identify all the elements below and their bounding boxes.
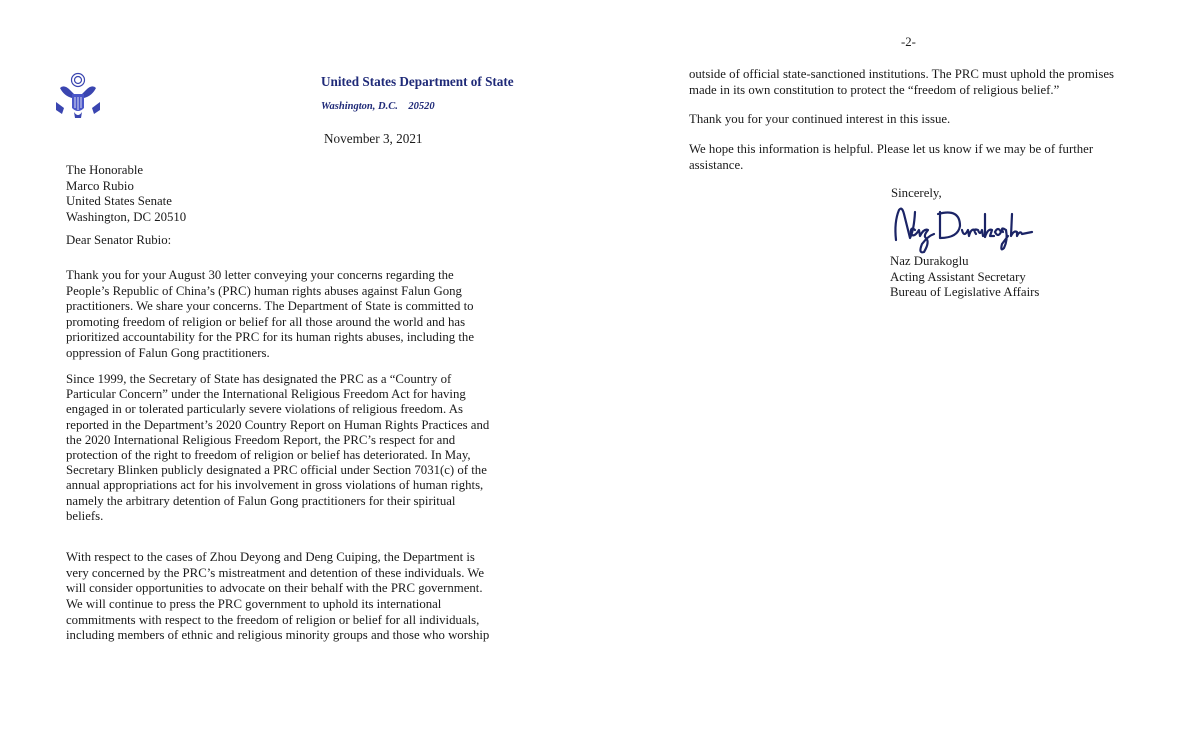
body-paragraph: [66, 372, 489, 524]
letter-date: November 3, 2021: [324, 131, 423, 146]
paragraph-line: assistance.: [689, 157, 744, 172]
paragraph-line: With respect to the cases of Zhou Deyong and Deng Cuiping, the Department is: [66, 550, 475, 564]
paragraph-line: oppression of Falun Gong practitioners.: [66, 345, 270, 360]
paragraph-line: the 2020 International Religious Freedom Report, the PRC’s respect for and: [66, 432, 456, 447]
paragraph-line: annual appropriations act for his involvement in gross violations of human rights,: [66, 478, 484, 493]
paragraph-line: made in its own constitution to protect the “freedom of religious belief.”: [689, 82, 1060, 97]
paragraph-line: practitioners. We share your concerns. The Department of State is committed to: [66, 299, 474, 313]
paragraph-line: Secretary Blinken publicly designated a PRC official under Section 7031(c) of the: [66, 463, 487, 478]
closing: Sincerely,: [891, 186, 942, 200]
body-paragraph: [689, 67, 1114, 98]
letter-page-2: [600, 0, 1200, 740]
page-number: -2-: [901, 35, 916, 49]
signature-block: [890, 254, 1039, 301]
body-paragraph: [689, 112, 950, 128]
paragraph-line: reported in the Department’s 2020 Country Report on Human Rights Practices and: [66, 417, 490, 432]
paragraph-line: Thank you for your continued interest in this issue.: [689, 112, 951, 126]
salutation: Dear Senator Rubio:: [66, 233, 172, 247]
department-address: Washington, D.C. 20520: [321, 101, 435, 112]
paragraph-line: We will continue to press the PRC government to uphold its international: [66, 597, 442, 611]
paragraph-line: engaged in or tolerated particularly severe violations of religious freedom. As: [66, 402, 463, 417]
paragraph-line: We hope this information is helpful. Please let us know if we may be of further: [689, 142, 1094, 156]
paragraph-line: protection of the right to freedom of religion or belief has deteriorated. In May,: [66, 447, 471, 462]
letterhead: [321, 74, 514, 112]
paragraph-line: commitments with respect to the freedom of religion or belief for all individuals,: [66, 612, 480, 627]
paragraph-line: namely the arbitrary detention of Falun Gong practitioners for their spiritual: [66, 493, 456, 508]
handwritten-signature-icon: [890, 200, 1035, 255]
paragraph-line: very concerned by the PRC’s mistreatment and detention of these individuals. We: [66, 565, 485, 580]
recipient-line: Marco Rubio: [66, 178, 134, 193]
paragraph-line: People’s Republic of China’s (PRC) human rights abuses against Falun Gong: [66, 283, 462, 298]
signer-name: Naz Durakoglu: [890, 254, 969, 268]
paragraph-line: prioritized accountability for the PRC for its human rights abuses, including the: [66, 330, 475, 344]
department-name: United States Department of State: [321, 74, 514, 89]
us-great-seal-icon: [50, 70, 106, 126]
recipient-address: [66, 163, 186, 225]
paragraph-line: outside of official state-sanctioned institutions. The PRC must uphold the promises: [689, 67, 1114, 81]
body-paragraph: [66, 597, 489, 644]
body-paragraph: [66, 268, 474, 361]
paragraph-line: beliefs.: [66, 508, 104, 523]
paragraph-line: will consider opportunities to advocate on their behalf with the PRC government.: [66, 581, 483, 595]
paragraph-line: Since 1999, the Secretary of State has designated the PRC as a “Country of: [66, 372, 452, 386]
recipient-line: The Honorable: [66, 163, 144, 177]
signer-bureau: Bureau of Legislative Affairs: [890, 285, 1040, 299]
paragraph-line: including members of ethnic and religious minority groups and those who worship: [66, 628, 490, 642]
paragraph-line: promoting freedom of religion or belief for all those around the world and has: [66, 314, 466, 329]
signer-title: Acting Assistant Secretary: [890, 269, 1026, 284]
recipient-line: Washington, DC 20510: [66, 209, 187, 224]
body-paragraph: [689, 142, 1093, 173]
paragraph-line: Thank you for your August 30 letter conveying your concerns regarding the: [66, 268, 454, 282]
body-paragraph: [66, 550, 484, 597]
paragraph-line: Particular Concern” under the International Religious Freedom Act for having: [66, 387, 466, 402]
recipient-line: United States Senate: [66, 194, 172, 208]
